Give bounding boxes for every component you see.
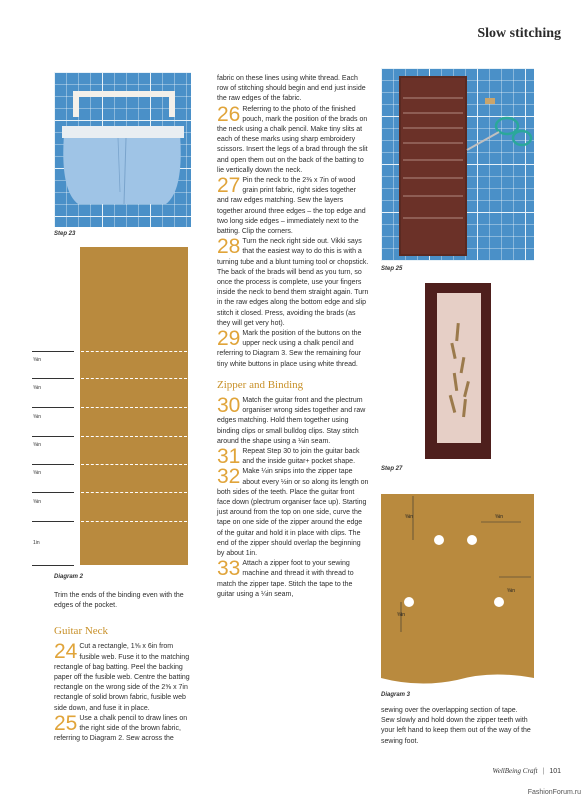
step-number: 25: [54, 711, 78, 735]
diagram2-measure-tick: [32, 407, 74, 408]
diagram3-label: ⅝in: [397, 612, 406, 618]
diagram2-stitch-line: [81, 436, 187, 437]
diagram2-stitch-line: [81, 492, 187, 493]
diagram2-measure-tick: [32, 351, 74, 352]
diagram2-label: 1in: [33, 540, 40, 546]
step-33-text: Attach a zipper foot to your sewing machine and thread it with thread to match the zipper tape. Stitch the tape to the guitar using a ¼in seam,: [217, 560, 354, 598]
diagram2-measure-tick: [32, 521, 74, 522]
step-28: [217, 237, 369, 329]
step-31-text: Repeat Step 30 to join the guitar back and the inside guitar+ pocket shape.: [242, 447, 360, 466]
button-mark: [404, 597, 414, 607]
step-26: [217, 102, 369, 176]
diagram2-stitch-line: [81, 464, 187, 465]
caption-diagram2: Diagram 2: [54, 574, 84, 580]
diagram2-label: ⅝in: [33, 499, 42, 505]
step-27-text: Pin the neck to the 2⅜ x 7in of wood grain print fabric, right sides together and raw edges matching. Sew the layers together around three edges – the top edge and two long side edges – immediately next to the batting. Clip the corners.: [217, 177, 366, 236]
step-24: [54, 642, 194, 713]
diagram2-measure-tick: [32, 378, 74, 379]
step-number: 31: [217, 444, 241, 468]
step-number: 26: [217, 102, 241, 126]
caption-step23: Step 23: [54, 231, 76, 237]
step-27: [217, 176, 369, 237]
diagram2-stitch-line: [81, 407, 187, 408]
step-30-text: Match the guitar front and the plectrum organiser wrong sides together and raw edges matching. Hold them together using binding clips or small bulldog clips. Stay stitch around the shape using a ⅛in seam.: [217, 396, 366, 445]
step-number: 24: [54, 640, 78, 664]
step-number: 27: [217, 174, 241, 198]
diagram3: [381, 492, 534, 688]
step-28-text: Turn the neck right side out. Vikki says that the easiest way to do this is with a turning tube and a blunt turning tool or chopstick. The back of the brads will bend as you turn, so once the process is complete, use your fingers inside the neck to bend them straight again. Turn in the raw edges along the bottom edge and slip stitch it closed. Press, avoiding the brads (as they will get very hot).: [217, 238, 369, 327]
diagram2-stitch-line: [81, 378, 187, 379]
diagram2-label: ⅝in: [33, 385, 42, 391]
page-header-title: Slow stitching: [477, 26, 561, 41]
column-3: [381, 706, 533, 747]
neck-with-brads-illustration: [381, 277, 534, 460]
step-number: 28: [217, 235, 241, 259]
diagram3-label: ⅝in: [507, 588, 516, 594]
caption-step25: Step 25: [381, 266, 403, 272]
watermark-text: FashionForum.ru: [527, 789, 581, 796]
pouch-illustration: [54, 72, 191, 227]
step-25: [54, 711, 194, 745]
step-32-text: Make ¼in snips into the zipper tape about every ½in or so along its length on both sides of the teeth. Place the guitar front face down (plectrum organiser face up). Starting just around from the top on one side, curve the tape on one side of the zipper around the edge of the guitar and hold it in place with clips. The end of the zipper should overlap the beginning by about 1in.: [217, 468, 369, 557]
diagram2-fabric: [80, 247, 188, 565]
section-heading-guitar-neck: Guitar Neck: [54, 625, 109, 638]
neck-fabric-illustration: [381, 68, 534, 261]
step-26-text: Referring to the photo of the finished pouch, mark the position of the brads on the neck using a chalk pencil. Make tiny slits at each of these marks using sharp embroidery scissors. Insert the legs of a brad through the slit and open them out on the back of the batting to lie vertically down the neck.: [217, 105, 368, 174]
step-32: [217, 467, 369, 559]
diagram3-label: ⅝in: [405, 514, 414, 520]
diagram2-stitch-line: [81, 351, 187, 352]
step-30: [217, 393, 369, 447]
step27-photo: [381, 277, 534, 460]
diagram2-label: ⅝in: [33, 357, 42, 363]
step-29-text: Mark the position of the buttons on the upper neck using a chalk pencil and referring to Diagram 3. Sew the remaining four tiny white buttons in place using white thread.: [217, 330, 362, 368]
step-25-text: Use a chalk pencil to draw lines on the right side of the brown fabric, referring to Diagram 2. Sew across the: [54, 714, 188, 743]
section-heading-zipper-binding: Zipper and Binding: [217, 378, 304, 391]
button-mark: [434, 535, 444, 545]
step-number: 29: [217, 327, 241, 351]
col2-intro: fabric on these lines using white thread. Each row of stitching should begin and end just inside the raw edges of the fabric.: [217, 75, 366, 103]
col3-text: sewing over the overlapping section of tape. Sew slowly and hold down the zipper teeth with your left hand to keep them out of the way of the sewing foot.: [381, 707, 531, 745]
page-number: 101: [549, 768, 561, 775]
diagram2-label: ⅝in: [33, 414, 42, 420]
caption-step27: Step 27: [381, 466, 403, 472]
step-number: 32: [217, 465, 241, 489]
footer-brand: WellBeing Craft: [492, 767, 538, 775]
caption-diagram3: Diagram 3: [381, 692, 411, 698]
button-mark: [467, 535, 477, 545]
page-footer: WellBeing Craft | 101: [492, 767, 561, 775]
diagram2-measure-tick: [32, 436, 74, 437]
step-number: 33: [217, 557, 241, 581]
step-number: 30: [217, 393, 241, 417]
column-2: [217, 74, 369, 600]
step-31: [217, 444, 369, 468]
step23-photo: [54, 72, 191, 227]
diagram2-measure-tick: [32, 565, 74, 566]
diagram2-stitch-line: [81, 521, 187, 522]
diagram2-measure-tick: [32, 464, 74, 465]
step-24-text: Cut a rectangle, 1⅝ x 6in from fusible web. Fuse it to the matching rectangle of bag batting. Peel the backing paper off the fusible web. Centre the batting rectangle on the wrong side of the 2⅝ x 7in rectangle of solid brown fabric, fusible web side down, and fuse it in place.: [54, 643, 190, 712]
diagram2-label: ⅝in: [33, 470, 42, 476]
button-mark: [494, 597, 504, 607]
step-33: [217, 559, 369, 600]
col1-intro: Trim the ends of the binding even with the edges of the pocket.: [54, 592, 184, 610]
step-29: [217, 329, 369, 370]
diagram2-label: ⅝in: [33, 442, 42, 448]
diagram3-label: ⅝in: [495, 514, 504, 520]
column-1: [54, 591, 194, 744]
diagram2-measure-tick: [32, 492, 74, 493]
step25-photo: [381, 68, 534, 261]
